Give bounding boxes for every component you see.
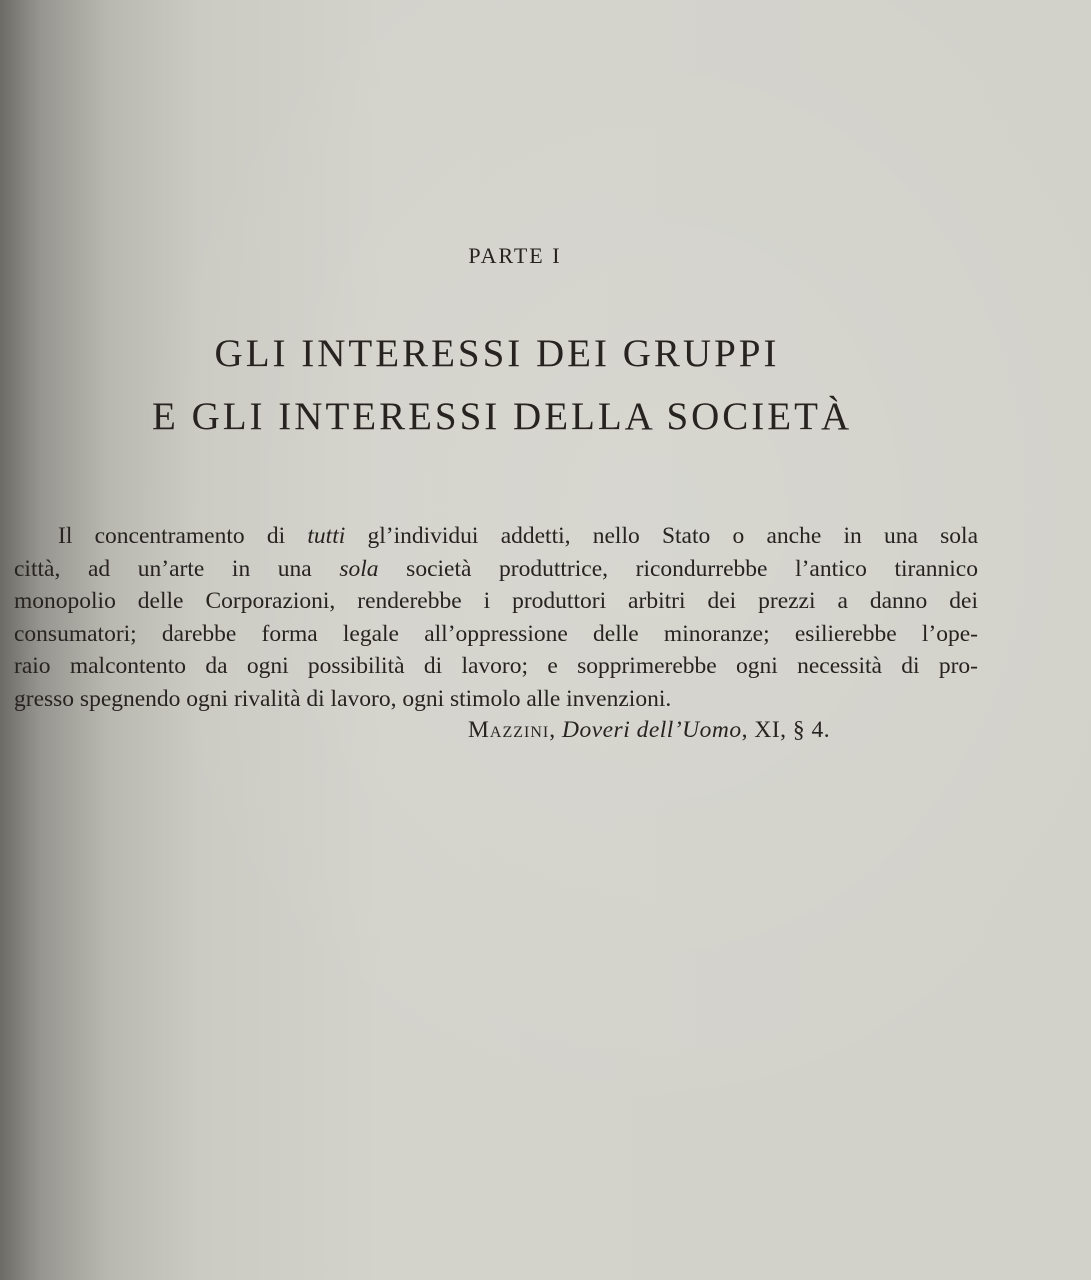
epigraph-line: gresso spegnendo ogni rivalità di lavoro, ogni stimolo alle invenzioni. xyxy=(14,685,672,712)
epigraph-line: raio malcontento da ogni possibilità di lavoro; e sopprimerebbe ogni necessità di pro- xyxy=(14,653,978,679)
epigraph-line: consumatori; darebbe forma legale all’oppressione delle minoranze; esilierebbe l’ope- xyxy=(14,620,978,647)
part-label-text: PARTE I xyxy=(468,243,562,268)
attribution-work: Doveri dell’Uomo xyxy=(561,717,742,743)
emphasis: sola xyxy=(339,555,379,582)
epigraph-line: Il concentramento di tutti gl’individui addetti, nello Stato o anche in una sola xyxy=(58,523,979,549)
emphasis: tutti xyxy=(307,523,346,549)
attribution-author: Mazzini xyxy=(468,717,550,743)
part-label xyxy=(0,243,1000,269)
part-title-line-2: E GLI INTERESSI DELLA SOCIETÀ xyxy=(152,395,853,438)
part-title-line-1: GLI INTERESSI DEI GRUPPI xyxy=(214,332,780,375)
epigraph-attribution: Mazzini, Doveri dell’Uomo, XI, § 4. xyxy=(468,717,831,743)
epigraph-quote xyxy=(14,520,978,715)
attribution-reference: XI, § 4. xyxy=(754,717,831,743)
part-title xyxy=(152,322,853,448)
epigraph-line: città, ad un’arte in una sola società produttrice, ricondurrebbe l’antico tirannico xyxy=(14,555,978,582)
epigraph-line: monopolio delle Corporazioni, renderebbe i produttori arbitri dei prezzi a danno dei xyxy=(14,588,978,614)
